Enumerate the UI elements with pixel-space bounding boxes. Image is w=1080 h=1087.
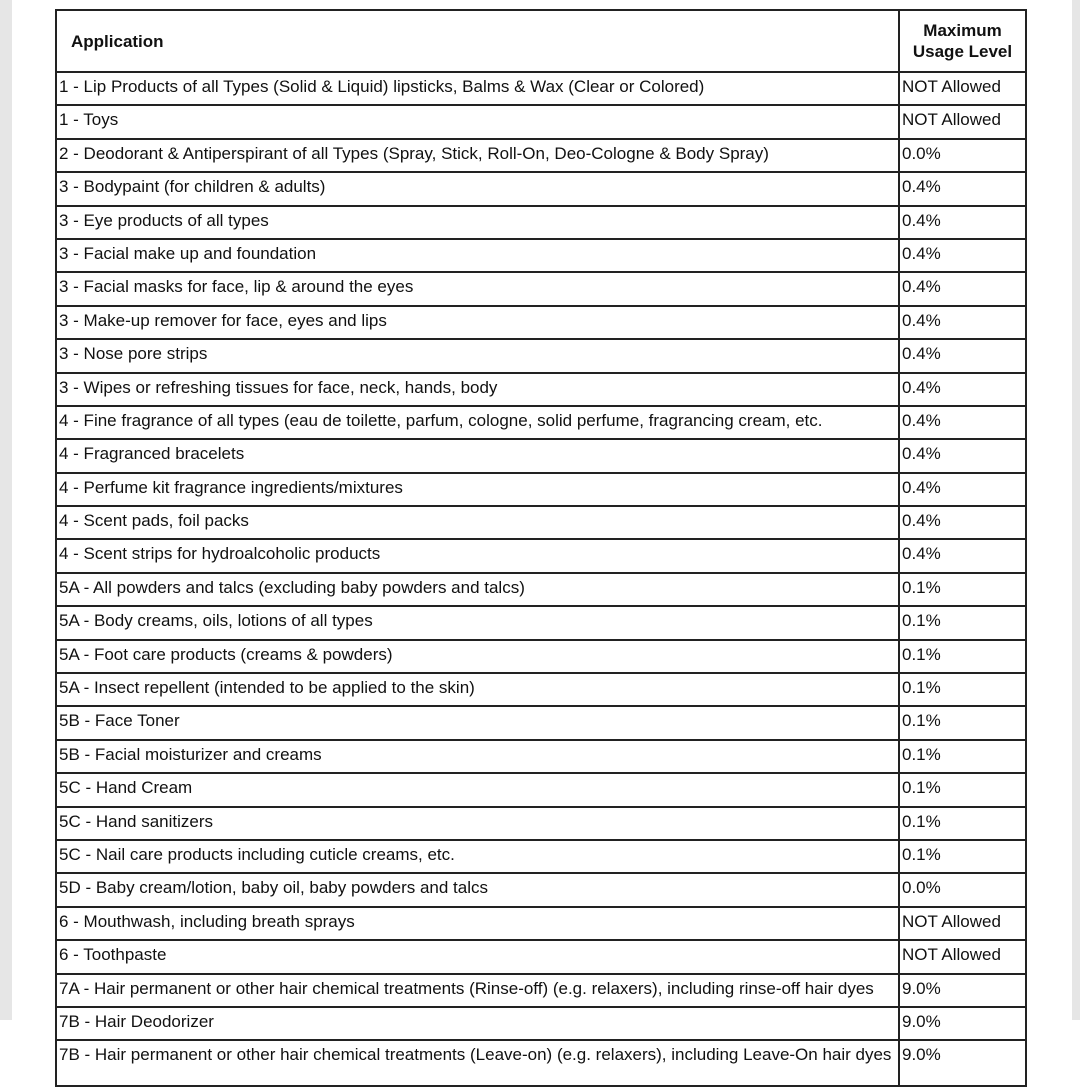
cell-application: 1 - Toys xyxy=(56,105,899,138)
cell-application: 7B - Hair permanent or other hair chemical treatments (Leave-on) (e.g. relaxers), including Leave-On hair dyes xyxy=(56,1040,899,1086)
table-row xyxy=(56,640,1026,673)
cell-application: 3 - Facial make up and foundation xyxy=(56,239,899,272)
table-row xyxy=(56,974,1026,1007)
cell-application: 5D - Baby cream/lotion, baby oil, baby powders and talcs xyxy=(56,873,899,906)
cell-max-usage-level: 0.4% xyxy=(899,473,1026,506)
cell-max-usage-level: 0.4% xyxy=(899,272,1026,305)
cell-max-usage-level: NOT Allowed xyxy=(899,105,1026,138)
table-row xyxy=(56,206,1026,239)
cell-max-usage-level: 0.4% xyxy=(899,406,1026,439)
table-row xyxy=(56,172,1026,205)
table-row xyxy=(56,1040,1026,1086)
cell-max-usage-level: 0.1% xyxy=(899,640,1026,673)
table-row xyxy=(56,373,1026,406)
cell-max-usage-level: 9.0% xyxy=(899,974,1026,1007)
cell-max-usage-level: 0.4% xyxy=(899,206,1026,239)
cell-application: 4 - Fragranced bracelets xyxy=(56,439,899,472)
cell-max-usage-level: 0.1% xyxy=(899,573,1026,606)
usage-level-table xyxy=(55,9,1027,1087)
cell-max-usage-level: 0.1% xyxy=(899,706,1026,739)
header-line-2: Usage Level xyxy=(912,42,1013,61)
cell-max-usage-level: 0.4% xyxy=(899,306,1026,339)
cell-application: 6 - Toothpaste xyxy=(56,940,899,973)
cell-application: 7B - Hair Deodorizer xyxy=(56,1007,899,1040)
header-line-1: Maximum xyxy=(923,21,1002,40)
cell-application: 4 - Scent pads, foil packs xyxy=(56,506,899,539)
table-row xyxy=(56,907,1026,940)
table-row xyxy=(56,706,1026,739)
cell-max-usage-level: NOT Allowed xyxy=(899,907,1026,940)
cell-application: 5A - Insect repellent (intended to be applied to the skin) xyxy=(56,673,899,706)
table-row xyxy=(56,72,1026,105)
cell-max-usage-level: 0.4% xyxy=(899,373,1026,406)
cell-max-usage-level: 0.1% xyxy=(899,606,1026,639)
table-row xyxy=(56,740,1026,773)
table-row xyxy=(56,873,1026,906)
column-header-application: Application xyxy=(56,10,899,72)
cell-application: 7A - Hair permanent or other hair chemical treatments (Rinse-off) (e.g. relaxers), including rinse-off hair dyes xyxy=(56,974,899,1007)
cell-max-usage-level: 0.4% xyxy=(899,239,1026,272)
cell-max-usage-level: 0.4% xyxy=(899,172,1026,205)
cell-max-usage-level: 0.4% xyxy=(899,506,1026,539)
cell-max-usage-level: 0.1% xyxy=(899,840,1026,873)
cell-application: 5C - Hand Cream xyxy=(56,773,899,806)
cell-max-usage-level: 9.0% xyxy=(899,1007,1026,1040)
cell-application: 3 - Eye products of all types xyxy=(56,206,899,239)
table-row xyxy=(56,1007,1026,1040)
cell-application: 5B - Face Toner xyxy=(56,706,899,739)
cell-application: 3 - Bodypaint (for children & adults) xyxy=(56,172,899,205)
cell-application: 5B - Facial moisturizer and creams xyxy=(56,740,899,773)
cell-max-usage-level: 0.1% xyxy=(899,773,1026,806)
cell-max-usage-level: NOT Allowed xyxy=(899,940,1026,973)
cell-max-usage-level: 0.4% xyxy=(899,439,1026,472)
cell-max-usage-level: 0.0% xyxy=(899,139,1026,172)
cell-application: 5A - All powders and talcs (excluding baby powders and talcs) xyxy=(56,573,899,606)
table-row xyxy=(56,139,1026,172)
table-row xyxy=(56,573,1026,606)
table-row xyxy=(56,473,1026,506)
cell-application: 5A - Foot care products (creams & powders) xyxy=(56,640,899,673)
page-margin-right xyxy=(1072,0,1080,1020)
cell-application: 2 - Deodorant & Antiperspirant of all Types (Spray, Stick, Roll-On, Deo-Cologne & Body Spray) xyxy=(56,139,899,172)
cell-application: 6 - Mouthwash, including breath sprays xyxy=(56,907,899,940)
table-row xyxy=(56,539,1026,572)
cell-max-usage-level: 0.4% xyxy=(899,539,1026,572)
cell-application: 5C - Hand sanitizers xyxy=(56,807,899,840)
cell-application: 4 - Scent strips for hydroalcoholic products xyxy=(56,539,899,572)
cell-max-usage-level: 0.4% xyxy=(899,339,1026,372)
table-row xyxy=(56,105,1026,138)
table-row xyxy=(56,439,1026,472)
cell-max-usage-level: 0.1% xyxy=(899,740,1026,773)
table-row xyxy=(56,773,1026,806)
table-row xyxy=(56,940,1026,973)
page-margin-left xyxy=(0,0,12,1020)
table-header-row xyxy=(56,10,1026,72)
table-row xyxy=(56,239,1026,272)
cell-application: 5C - Nail care products including cuticle creams, etc. xyxy=(56,840,899,873)
table-row xyxy=(56,606,1026,639)
table-row xyxy=(56,506,1026,539)
column-header-max-usage-level xyxy=(899,10,1026,72)
cell-application: 3 - Make-up remover for face, eyes and lips xyxy=(56,306,899,339)
table-row xyxy=(56,339,1026,372)
table-row xyxy=(56,272,1026,305)
cell-max-usage-level: 0.0% xyxy=(899,873,1026,906)
cell-max-usage-level: 9.0% xyxy=(899,1040,1026,1086)
table-row xyxy=(56,673,1026,706)
table-row xyxy=(56,840,1026,873)
cell-application: 1 - Lip Products of all Types (Solid & Liquid) lipsticks, Balms & Wax (Clear or Colored) xyxy=(56,72,899,105)
cell-max-usage-level: NOT Allowed xyxy=(899,72,1026,105)
table-body xyxy=(56,72,1026,1086)
cell-application: 3 - Facial masks for face, lip & around the eyes xyxy=(56,272,899,305)
cell-max-usage-level: 0.1% xyxy=(899,807,1026,840)
cell-application: 5A - Body creams, oils, lotions of all types xyxy=(56,606,899,639)
table-row xyxy=(56,406,1026,439)
cell-max-usage-level: 0.1% xyxy=(899,673,1026,706)
cell-application: 4 - Perfume kit fragrance ingredients/mixtures xyxy=(56,473,899,506)
table-row xyxy=(56,807,1026,840)
cell-application: 3 - Nose pore strips xyxy=(56,339,899,372)
cell-application: 4 - Fine fragrance of all types (eau de toilette, parfum, cologne, solid perfume, fragrancing cream, etc. xyxy=(56,406,899,439)
table-row xyxy=(56,306,1026,339)
cell-application: 3 - Wipes or refreshing tissues for face, neck, hands, body xyxy=(56,373,899,406)
